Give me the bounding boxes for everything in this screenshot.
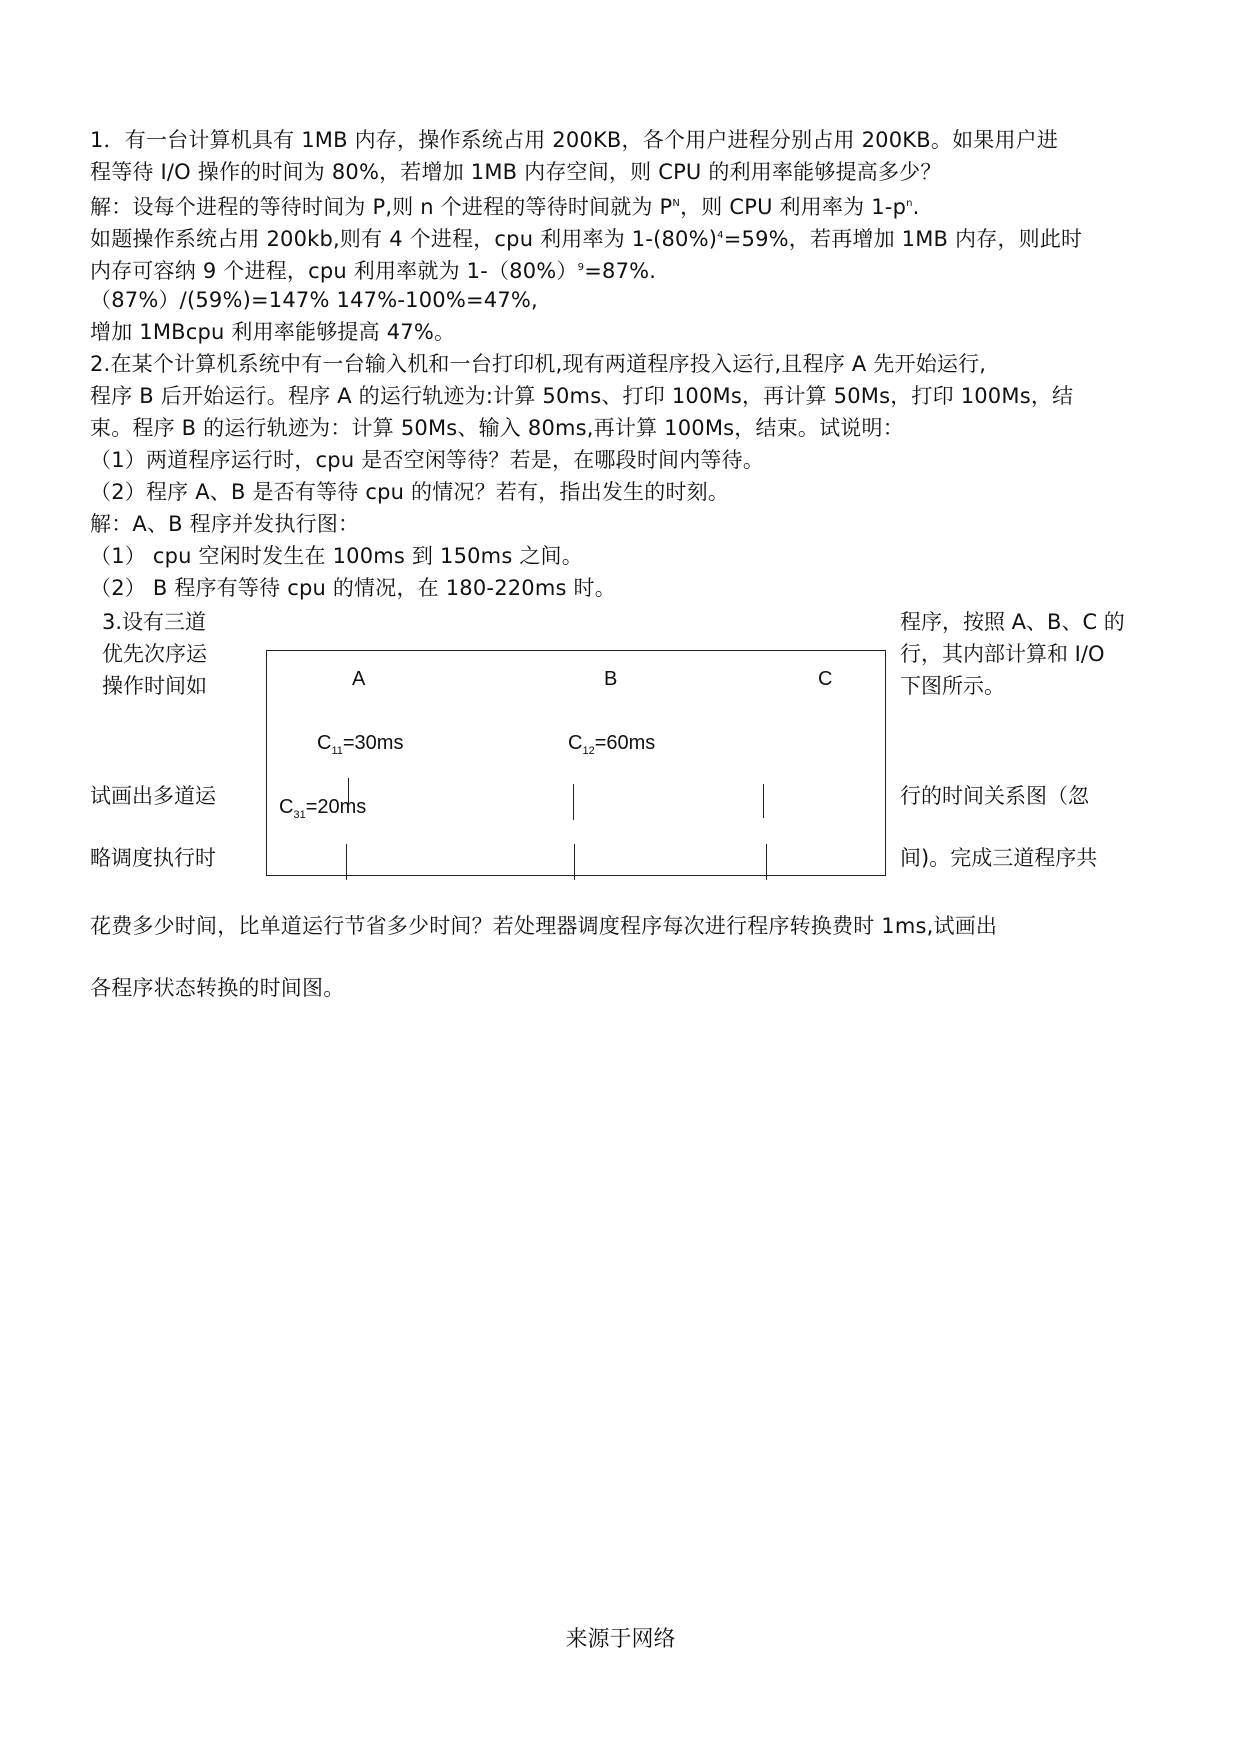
q1-line-1: 1．有一台计算机具有 1MB 内存，操作系统占用 200KB，各个用户进程分别占用 200KB。如果用户进 <box>90 128 1059 152</box>
diagram-tick <box>346 844 347 880</box>
text: =20ms <box>305 796 367 818</box>
subscript: 31 <box>293 809 306 821</box>
diagram-label-b: B <box>604 668 618 690</box>
q1-solution-line-5: 增加 1MBcpu 利用率能够提高 47%。 <box>90 320 456 344</box>
q3-left-4: 试画出多道运 <box>90 784 216 808</box>
q3-left-5: 略调度执行时 <box>90 846 216 870</box>
q3-right-3: 下图所示。 <box>900 674 1005 698</box>
diagram-tick <box>574 844 575 880</box>
superscript: n <box>906 198 913 209</box>
diagram-label-a: A <box>352 668 366 690</box>
q2-line-3: 束。程序 B 的运行轨迹为：计算 50Ms、输入 80ms,再计算 100Ms，结束。试说明： <box>90 416 904 440</box>
diagram-tick <box>573 784 574 820</box>
q2-line-4: （1）两道程序运行时，cpu 是否空闲等待？若是，在哪段时间内等待。 <box>90 448 765 472</box>
q3-bottom-line-2: 各程序状态转换的时间图。 <box>90 976 345 1000</box>
q3-left-2: 优先次序运 <box>102 642 207 666</box>
diagram-tick <box>348 778 349 810</box>
label-c12 <box>568 732 655 757</box>
label-c31 <box>279 796 366 821</box>
text: C <box>279 796 294 818</box>
q3-right-5: 间)。完成三道程序共 <box>900 846 1098 870</box>
text: 如题操作系统占用 200kb,则有 4 个进程，cpu 利用率为 1-(80%) <box>90 227 718 251</box>
text: 内存可容纳 9 个进程，cpu 利用率就为 1-（80%） <box>90 259 578 283</box>
q3-bottom-line-1: 花费多少时间，比单道运行节省多少时间？若处理器调度程序每次进行程序转换费时 1ms,试画出 <box>90 914 998 938</box>
subscript: 11 <box>331 745 343 757</box>
text: C <box>317 732 332 754</box>
q2-line-2: 程序 B 后开始运行。程序 A 的运行轨迹为:计算 50ms、打印 100Ms，再计算 50Ms，打印 100Ms，结 <box>90 384 1074 408</box>
text: =60ms <box>594 732 656 754</box>
label-c11 <box>317 732 403 757</box>
text: 解：设每个进程的等待时间为 P,则 n 个进程的等待时间就为 P <box>90 195 673 219</box>
q2-solution-line-2: （1） cpu 空闲时发生在 100ms 到 150ms 之间。 <box>90 544 583 568</box>
q3-right-2: 行，其内部计算和 I/O <box>900 642 1105 666</box>
page-footer: 来源于网络 <box>565 1627 676 1652</box>
q2-line-5: （2）程序 A、B 是否有等待 cpu 的情况？若有，指出发生的时刻。 <box>90 480 730 504</box>
superscript: N <box>672 198 681 209</box>
diagram-tick <box>763 784 764 818</box>
superscript: 9 <box>577 262 585 273</box>
text: =59%，若再增加 1MB 内存，则此时 <box>723 227 1083 251</box>
subscript: 12 <box>582 745 595 757</box>
diagram-tick <box>766 844 767 880</box>
q1-solution-line-4: （87%）/(59%)=147% 147%-100%=47%, <box>90 288 538 312</box>
q2-solution-line-1: 解：A、B 程序并发执行图： <box>90 512 360 536</box>
q3-left-3: 操作时间如 <box>102 674 207 698</box>
q2-solution-line-3: （2） B 程序有等待 cpu 的情况，在 180-220ms 时。 <box>90 576 616 600</box>
q3-right-1: 程序，按照 A、B、C 的 <box>900 610 1125 634</box>
q1-solution-line-1: 解：设每个进程的等待时间为 P,则 n 个进程的等待时间就为 $P^N$，则 CPU 利用率为 $1-p^n$. <box>90 195 920 219</box>
superscript: 4 <box>717 230 724 241</box>
text: =87%. <box>584 259 657 283</box>
q3-left-1: 3.设有三道 <box>102 610 207 634</box>
q1-line-2: 程等待 I/O 操作的时间为 80%，若增加 1MB 内存空间，则 CPU 的利用率能够提高多少？ <box>90 160 942 184</box>
q1-solution-line-3 <box>90 254 656 285</box>
text: =30ms <box>342 732 404 754</box>
diagram-label-c: C <box>818 668 833 690</box>
q2-line-1: 2.在某个计算机系统中有一台输入机和一台打印机,现有两道程序投入运行,且程序 A 先开始运行, <box>90 352 987 376</box>
text: ，则 CPU 利用率为 1-p <box>680 195 907 219</box>
q3-right-4: 行的时间关系图（忽 <box>900 784 1089 808</box>
q1-solution-line-2 <box>90 222 1082 253</box>
text: C <box>568 732 583 754</box>
